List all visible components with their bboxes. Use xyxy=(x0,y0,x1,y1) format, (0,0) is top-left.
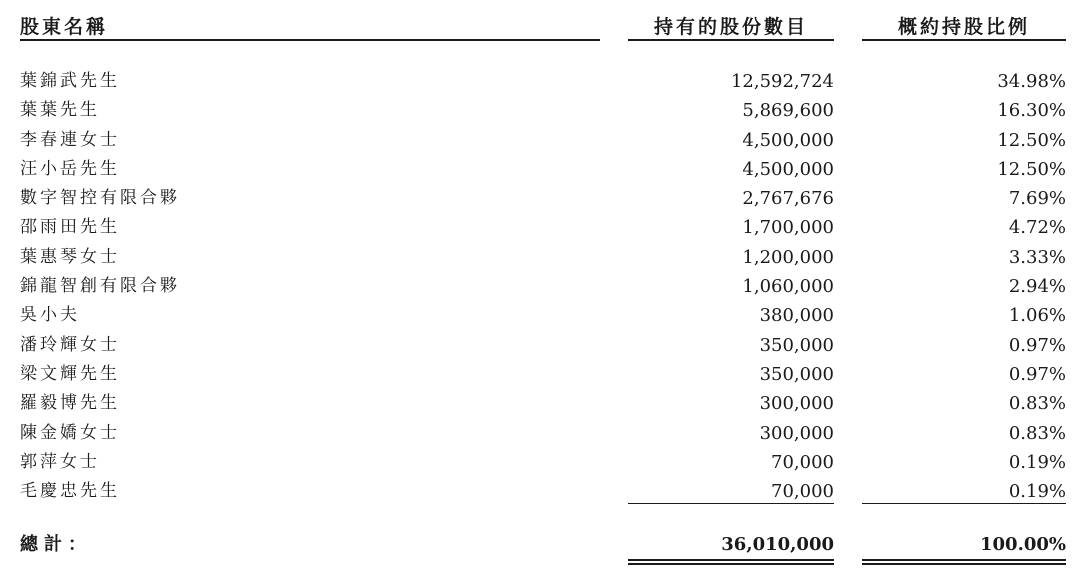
table-row xyxy=(0,389,1080,418)
shareholder-name: 吳小夫 xyxy=(20,305,80,326)
table-row xyxy=(0,67,1080,96)
shareholding-percentage: 12.50% xyxy=(997,158,1066,180)
shares-held: 300,000 xyxy=(759,393,834,415)
shareholding-percentage: 7.69% xyxy=(1008,188,1066,210)
shares-held: 4,500,000 xyxy=(742,129,834,151)
shareholding-percentage: 1.06% xyxy=(1008,305,1066,327)
shareholding-percentage: 0.97% xyxy=(1008,363,1066,385)
header-underline-shares xyxy=(628,39,834,41)
total-percentage: 100.00% xyxy=(980,534,1066,555)
table-row xyxy=(0,184,1080,213)
table-row xyxy=(0,301,1080,330)
shareholding-percentage: 0.19% xyxy=(1008,451,1066,473)
table-body xyxy=(0,67,1080,506)
shares-held: 350,000 xyxy=(759,363,834,385)
shareholder-name: 毛慶忠先生 xyxy=(20,481,120,502)
shareholding-percentage: 16.30% xyxy=(997,100,1066,122)
total-shares: 36,010,000 xyxy=(721,534,834,555)
total-row xyxy=(0,531,1080,559)
shareholding-percentage: 4.72% xyxy=(1008,217,1066,239)
shares-held: 70,000 xyxy=(771,481,834,503)
shareholder-name: 陳金嬌女士 xyxy=(20,422,120,443)
subtotal-line-pct xyxy=(862,503,1066,504)
shares-held: 5,869,600 xyxy=(742,100,834,122)
table-row xyxy=(0,126,1080,155)
shares-held: 380,000 xyxy=(759,305,834,327)
shares-held: 350,000 xyxy=(759,334,834,356)
table-row xyxy=(0,96,1080,125)
shareholder-name: 李春連女士 xyxy=(20,129,120,150)
shareholder-name: 潘玲輝女士 xyxy=(20,334,120,355)
shareholder-name: 葉惠琴女士 xyxy=(20,246,120,267)
shareholding-percentage: 0.83% xyxy=(1008,422,1066,444)
shareholding-percentage: 0.83% xyxy=(1008,393,1066,415)
shareholder-name: 數字智控有限合夥 xyxy=(20,188,180,209)
table-row xyxy=(0,419,1080,448)
shareholder-name: 郭萍女士 xyxy=(20,451,100,472)
shareholder-name: 葉葉先生 xyxy=(20,100,100,121)
header-shareholding-percentage: 概約持股比例 xyxy=(897,16,1030,38)
shares-held: 300,000 xyxy=(759,422,834,444)
subtotal-line-shares xyxy=(628,503,834,504)
total-double-underline-pct xyxy=(862,559,1066,565)
table-row xyxy=(0,360,1080,389)
shares-held: 70,000 xyxy=(771,451,834,473)
shareholding-percentage: 3.33% xyxy=(1008,246,1066,268)
shareholder-name: 汪小岳先生 xyxy=(20,158,120,179)
shares-held: 4,500,000 xyxy=(742,158,834,180)
shares-held: 12,592,724 xyxy=(730,71,834,92)
shareholder-name: 邵雨田先生 xyxy=(20,217,120,238)
header-underline-name xyxy=(20,39,600,41)
header-underline-pct xyxy=(862,39,1066,41)
table-row xyxy=(0,155,1080,184)
total-double-underline-shares xyxy=(628,559,834,565)
shareholder-name: 錦龍智創有限合夥 xyxy=(20,276,180,297)
table-row xyxy=(0,272,1080,301)
shareholding-percentage: 0.97% xyxy=(1008,334,1066,356)
shares-held: 1,200,000 xyxy=(742,246,834,268)
table-row xyxy=(0,448,1080,477)
shareholding-percentage: 34.98% xyxy=(997,71,1066,92)
header-shareholder-name: 股東名稱 xyxy=(20,16,109,38)
shares-held: 1,700,000 xyxy=(742,217,834,239)
shareholder-name: 葉錦武先生 xyxy=(20,71,120,91)
table-row xyxy=(0,213,1080,242)
header-shares-held: 持有的股份數目 xyxy=(653,16,808,38)
shareholder-name: 梁文輝先生 xyxy=(20,363,120,384)
total-label: 總計： xyxy=(20,534,92,555)
shareholder-name: 羅毅博先生 xyxy=(20,393,120,414)
shares-held: 1,060,000 xyxy=(742,276,834,298)
shareholding-percentage: 2.94% xyxy=(1008,276,1066,298)
shareholding-percentage: 0.19% xyxy=(1008,481,1066,503)
shareholding-percentage: 12.50% xyxy=(997,129,1066,151)
table-row xyxy=(0,331,1080,360)
table-row xyxy=(0,243,1080,272)
shares-held: 2,767,676 xyxy=(742,188,834,210)
